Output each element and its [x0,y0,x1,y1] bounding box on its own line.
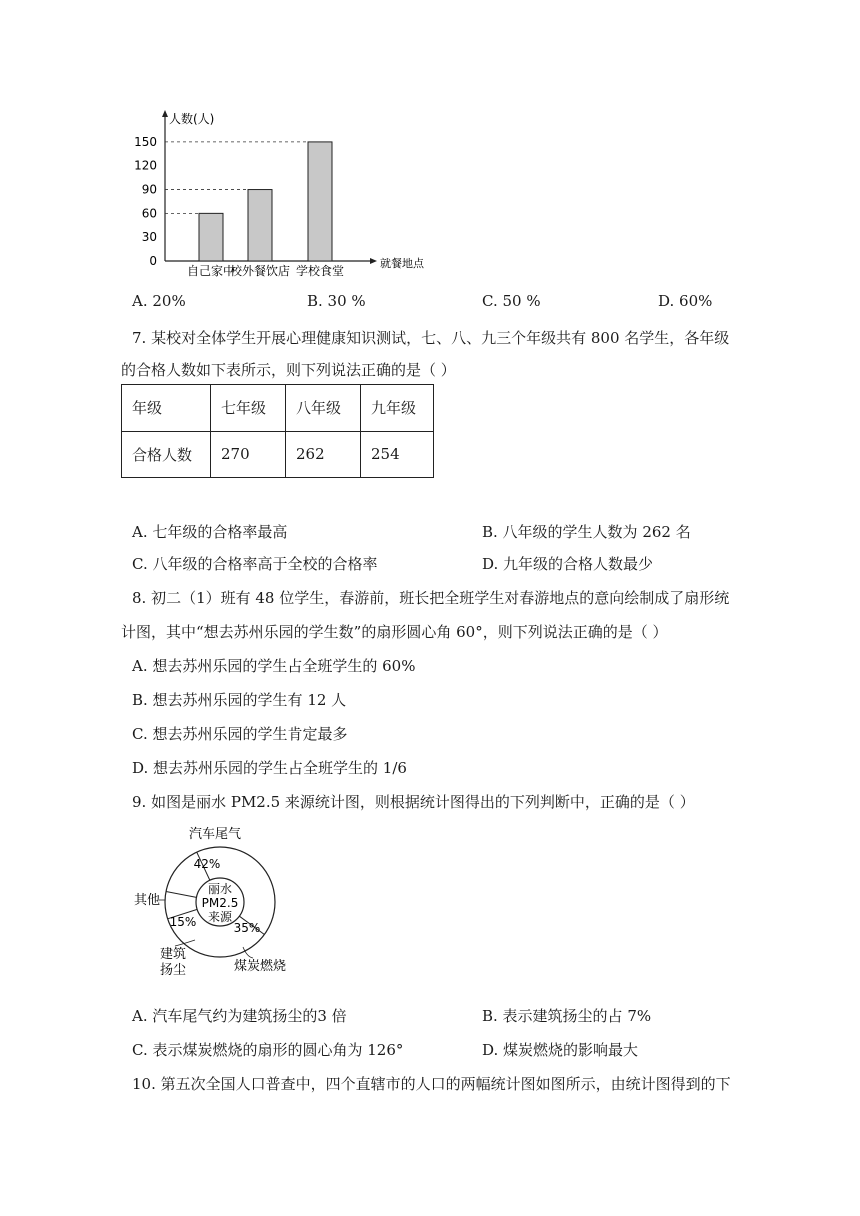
pie-label-other: 其他 [133,893,161,908]
q7-option-a: A. 七年级的合格率最高 [132,523,288,541]
table-cell: 262 [286,431,361,478]
q9-option-b: B. 表示建筑扬尘的占 7% [482,1007,652,1025]
pie-divider-4 [166,892,196,898]
q9-option-a: A. 汽车尾气约为建筑扬尘的3 倍 [132,1007,347,1025]
y-tick-label-30: 30 [141,230,157,245]
y-tick-label-150: 150 [134,134,157,149]
q7-option-b: B. 八年级的学生人数为 262 名 [482,523,691,541]
q8-option-d: D. 想去苏州乐园的学生占全班学生的 1/6 [132,759,407,777]
pie-label-car-exhaust: 汽车尾气 [188,827,242,842]
q6-option-b: B. 30 % [307,292,366,310]
q8-option-c: C. 想去苏州乐园的学生肯定最多 [132,725,348,743]
x-axis-label: 就餐地点 [380,257,424,270]
pie-chart [125,822,295,982]
bar-1 [199,213,223,261]
pie-center-label-1: 丽水 [207,882,233,896]
q7-option-d: D. 九年级的合格人数最少 [482,555,654,573]
pie-label-construction-1: 建筑 [159,947,187,962]
q8-option-b: B. 想去苏州乐园的学生有 12 人 [132,691,347,709]
q10-text-line1: 10. 第五次全国人口普查中，四个直辖市的人口的两幅统计图如图所示，由统计图得到的下 [132,1075,731,1093]
table-cell: 合格人数 [122,431,211,478]
bar-chart [120,105,440,280]
category-label-2: 校外餐饮店 [229,264,291,278]
bar-3 [308,142,332,261]
q6-option-d: D. 60% [658,292,713,310]
x-axis-arrow [370,258,377,264]
table-cell: 270 [211,431,286,478]
category-label-3: 学校食堂 [295,264,345,278]
y-axis-arrow [162,110,168,117]
y-tick-label-0: 0 [149,254,157,268]
pie-label-coal: 煤炭燃烧 [233,959,287,974]
y-tick-label-60: 60 [141,206,157,221]
q9-option-d: D. 煤炭燃烧的影响最大 [482,1041,639,1059]
pie-value-35: 35% [233,921,261,935]
q8-text-line1: 8. 初二（1）班有 48 位学生，春游前，班长把全班学生对春游地点的意向绘制成了扇形统 [132,589,730,607]
category-label-1: 自己家中 [186,264,236,278]
pie-value-42: 42% [193,857,221,871]
q8-option-a: A. 想去苏州乐园的学生占全班学生的 60% [132,657,416,675]
pie-center-label-2: PM2.5 [201,896,239,910]
q7-text-line1: 7. 某校对全体学生开展心理健康知识测试，七、八、九三个年级共有 800 名学生，各年级 [132,329,730,347]
pie-value-15: 15% [169,915,197,929]
q6-option-a: A. 20% [132,292,186,310]
y-tick-label-120: 120 [134,158,157,173]
y-tick-label-90: 90 [141,182,157,197]
y-axis-label: 人数(人) [169,112,215,126]
table-row [122,385,434,432]
q9-text-line1: 9. 如图是丽水 PM2.5 来源统计图，则根据统计图得出的下列判断中，正确的是（ ） [132,793,695,811]
q7-text-line2: 的合格人数如下表所示，则下列说法正确的是（ ） [121,361,456,379]
pie-center-label-3: 来源 [207,910,233,924]
q7-option-c: C. 八年级的合格率高于全校的合格率 [132,555,378,573]
table-cell: 八年级 [286,385,361,432]
grade-pass-table [121,384,434,478]
bar-2 [248,190,272,261]
q9-option-c: C. 表示煤炭燃烧的扇形的圆心角为 126° [132,1041,404,1059]
pie-label-construction-2: 扬尘 [159,963,187,978]
table-row [122,431,434,478]
table-cell: 九年级 [361,385,434,432]
q8-text-line2: 计图，其中“想去苏州乐园的学生数”的扇形圆心角 60°，则下列说法正确的是（ ） [121,623,668,641]
table-cell: 七年级 [211,385,286,432]
table-cell: 年级 [122,385,211,432]
table-cell: 254 [361,431,434,478]
q6-option-c: C. 50 % [482,292,541,310]
